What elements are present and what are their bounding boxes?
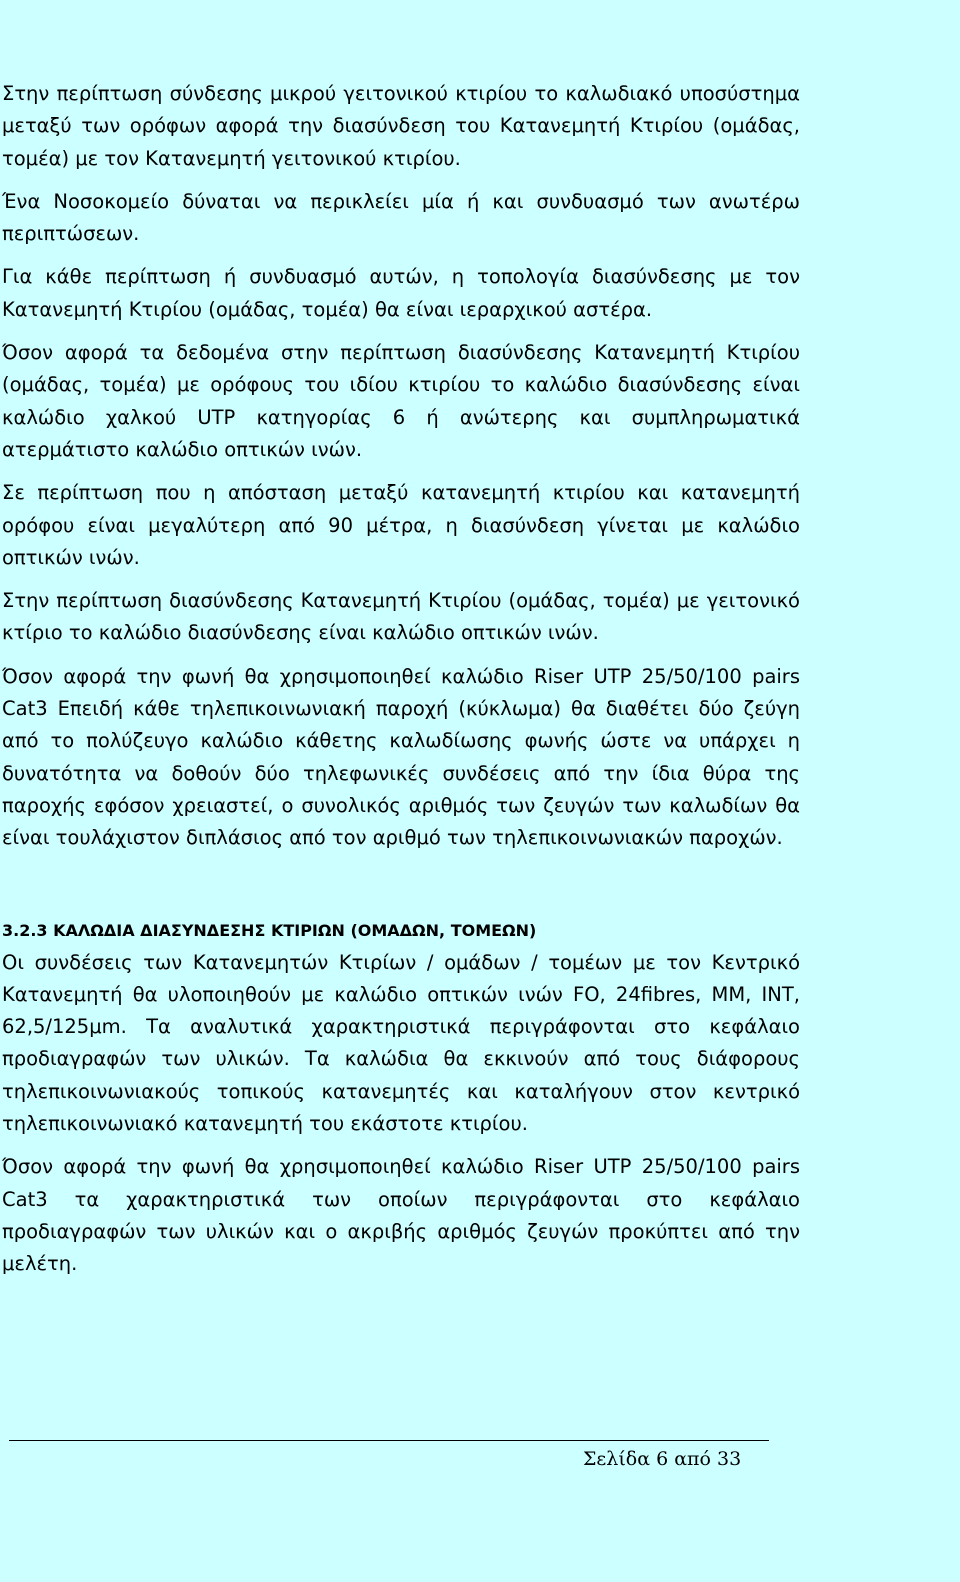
paragraph: Ένα Νοσοκομείο δύναται να περικλείει μία ή και συνδυασμό των ανωτέρω περιπτώσεων. — [2, 189, 800, 246]
paragraph: Στην περίπτωση σύνδεσης μικρού γειτονικού κτιρίου το καλωδιακό υποσύστημα μεταξύ των ορόφων αφορά την διασύνδεση του Κατανεμητή Κτιρίου (ομάδας, τομέα) με τον Κατανεμητή γειτονικού κτιρίου. — [2, 82, 800, 170]
paragraph: Στην περίπτωση διασύνδεσης Κατανεμητή Κτιρίου (ομάδας, τομέα) με γειτονικό κτίριο το καλώδιο διασύνδεσης είναι καλώδιο οπτικών ινών. — [2, 589, 800, 645]
footer-divider — [9, 1440, 769, 1441]
paragraph: Όσον αφορά την φωνή θα χρησιμοποιηθεί καλώδιο Riser UTP 25/50/100 pairs Cat3 Επειδή κάθε τηλεπικοινωνιακή παροχή (κύκλωμα) θα διαθέτει δύο ζεύγη από το πολύζευγο καλώδιο κάθετης καλωδίωσης φωνής ώστε να υπάρχει η δυνατότητα να δοθούν δύο τηλεφωνικές συνδέσεις από την ίδια θύρα της παροχής εφόσον χρειαστεί, ο συνολικός αριθμός των ζευγών των καλωδίων θα είναι τουλάχιστον διπλάσιος από τον αριθμό των τηλεπικοινωνιακών παροχών. — [2, 664, 800, 850]
paragraph: Όσον αφορά την φωνή θα χρησιμοποιηθεί καλώδιο Riser UTP 25/50/100 pairs Cat3 τα χαρακτηριστικά των οποίων περιγράφονται στο κεφάλαιο προδιαγραφών των υλικών και ο ακριβής αριθμός ζευγών προκύπτει από την μελέτη. — [2, 1155, 800, 1276]
section-heading: 3.2.3 ΚΑΛΩΔΙΑ ΔΙΑΣΥΝΔΕΣΗΣ ΚΤΙΡΙΩΝ (ΟΜΑΔΩΝ, ΤΟΜΕΩΝ) — [2, 920, 537, 940]
section-body — [2, 947, 800, 1281]
paragraph: Οι συνδέσεις των Κατανεμητών Κτιρίων / ομάδων / τομέων με τον Κεντρικό Κατανεμητή θα υλοποιηθούν με καλώδιο οπτικών ινών FO, 24fibres, MM, INT, 62,5/125μm. Τα αναλυτικά χαρακτηριστικά περιγράφονται στο κεφάλαιο προδιαγραφών των υλικών. Τα καλώδια θα εκκινούν από τους διάφορους τηλεπικοινωνιακούς τοπικούς κατανεμητές και καταλήγουν στον κεντρικό τηλεπικοινωνιακό κατανεμητή του εκάστοτε κτιρίου. — [2, 950, 800, 1136]
paragraph: Όσον αφορά τα δεδομένα στην περίπτωση διασύνδεσης Κατανεμητή Κτιρίου (ομάδας, τομέα) με ορόφους του ιδίου κτιρίου το καλώδιο διασύνδεσης είναι καλώδιο χαλκού UTP κατηγορίας 6 ή ανώτερης και συμπληρωματικά ατερμάτιστο καλώδιο οπτικών ινών. — [2, 341, 800, 461]
document-body — [2, 78, 800, 1292]
paragraph: Για κάθε περίπτωση ή συνδυασμό αυτών, η τοπολογία διασύνδεσης με τον Κατανεμητή Κτιρίου (ομάδας, τομέα) θα είναι ιεραρχικού αστέρα. — [2, 265, 800, 321]
paragraph: Σε περίπτωση που η απόσταση μεταξύ κατανεμητή κτιρίου και κατανεμητή ορόφου είναι μεγαλύτερη από 90 μέτρα, η διασύνδεση γίνεται με καλώδιο οπτικών ινών. — [2, 481, 800, 569]
page-number: Σελίδα 6 από 33 — [583, 1448, 742, 1470]
